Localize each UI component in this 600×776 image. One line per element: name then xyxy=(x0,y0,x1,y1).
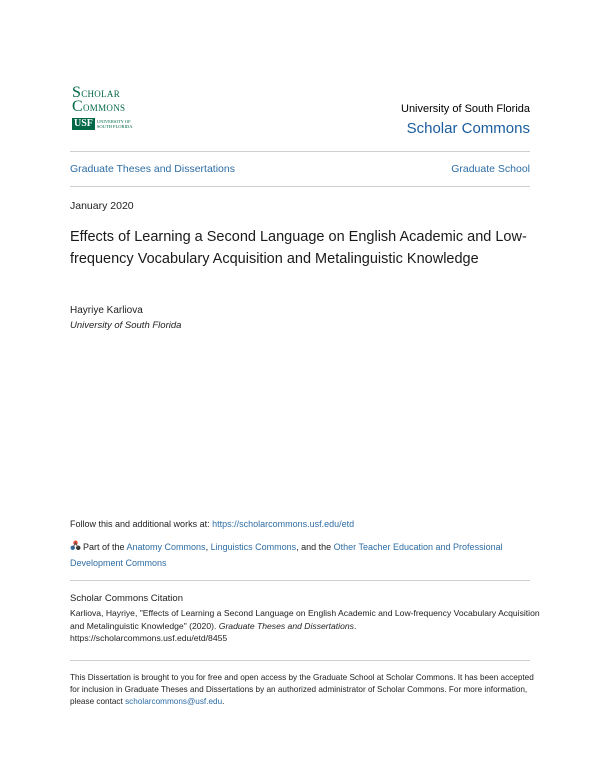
university-name: University of South Florida xyxy=(401,103,530,115)
teacher-education-commons-link[interactable]: Other Teacher Education and Professional Development Commons xyxy=(70,542,503,568)
follow-prefix: Follow this and additional works at: xyxy=(70,519,213,529)
logo-commons: COMMONS xyxy=(72,98,126,115)
divider-footer xyxy=(70,660,530,661)
network-icon xyxy=(70,540,81,551)
author-name: Hayriye Karliova xyxy=(70,305,143,316)
collection-link[interactable]: Graduate Theses and Dissertations xyxy=(70,163,235,175)
part-of-prefix: Part of the xyxy=(83,542,127,552)
contact-email-link[interactable]: scholarcommons@usf.edu xyxy=(125,697,223,706)
follow-url-link[interactable]: https://scholarcommons.usf.edu/etd xyxy=(212,519,355,529)
footer-notice: This Dissertation is brought to you for free and open access by the Graduate School at Scholar Commons. It has been accepted for inclusion in Graduate Theses and Dissertations by an authorized administrator of Scholar Commons. For more information, please contact scholarcommons@usf.edu. xyxy=(70,673,534,706)
publication-date: January 2020 xyxy=(70,200,134,212)
school-link[interactable]: Graduate School xyxy=(451,163,530,175)
divider-citation xyxy=(70,580,530,581)
follow-line xyxy=(70,519,354,529)
divider-nav xyxy=(70,186,530,187)
document-title: Effects of Learning a Second Language on English Academic and Low-frequency Vocabulary Acquisition and Metalinguistic Knowledge xyxy=(70,229,527,267)
part-of-line: Part of the Anatomy Commons, Linguistics Commons, and the Other Teacher Education and Professional Development Commons xyxy=(70,542,503,568)
citation-text: Karliova, Hayriye, "Effects of Learning a Second Language on English Academic and Low-frequency Vocabulary Acquisition and Metalinguistic Knowledge" (2020). Graduate Theses and Dissertations. https://scholarcommons.usf.edu/etd/8455 xyxy=(70,608,540,643)
anatomy-commons-link[interactable]: Anatomy Commons xyxy=(126,542,206,552)
citation-series: Graduate Theses and Dissertations xyxy=(218,620,354,631)
scholar-commons-logo[interactable] xyxy=(72,84,152,136)
divider-top xyxy=(70,151,530,152)
logo-usf: USF UNIVERSITY OF SOUTH FLORIDA xyxy=(74,118,133,129)
logo-scholar: SCHOLAR xyxy=(72,84,121,101)
author-affiliation: University of South Florida xyxy=(70,320,182,331)
site-name-link[interactable]: Scholar Commons xyxy=(406,120,530,137)
linguistics-commons-link[interactable]: Linguistics Commons xyxy=(210,542,297,552)
citation-url: https://scholarcommons.usf.edu/etd/8455 xyxy=(70,633,228,643)
citation-heading: Scholar Commons Citation xyxy=(70,593,183,604)
